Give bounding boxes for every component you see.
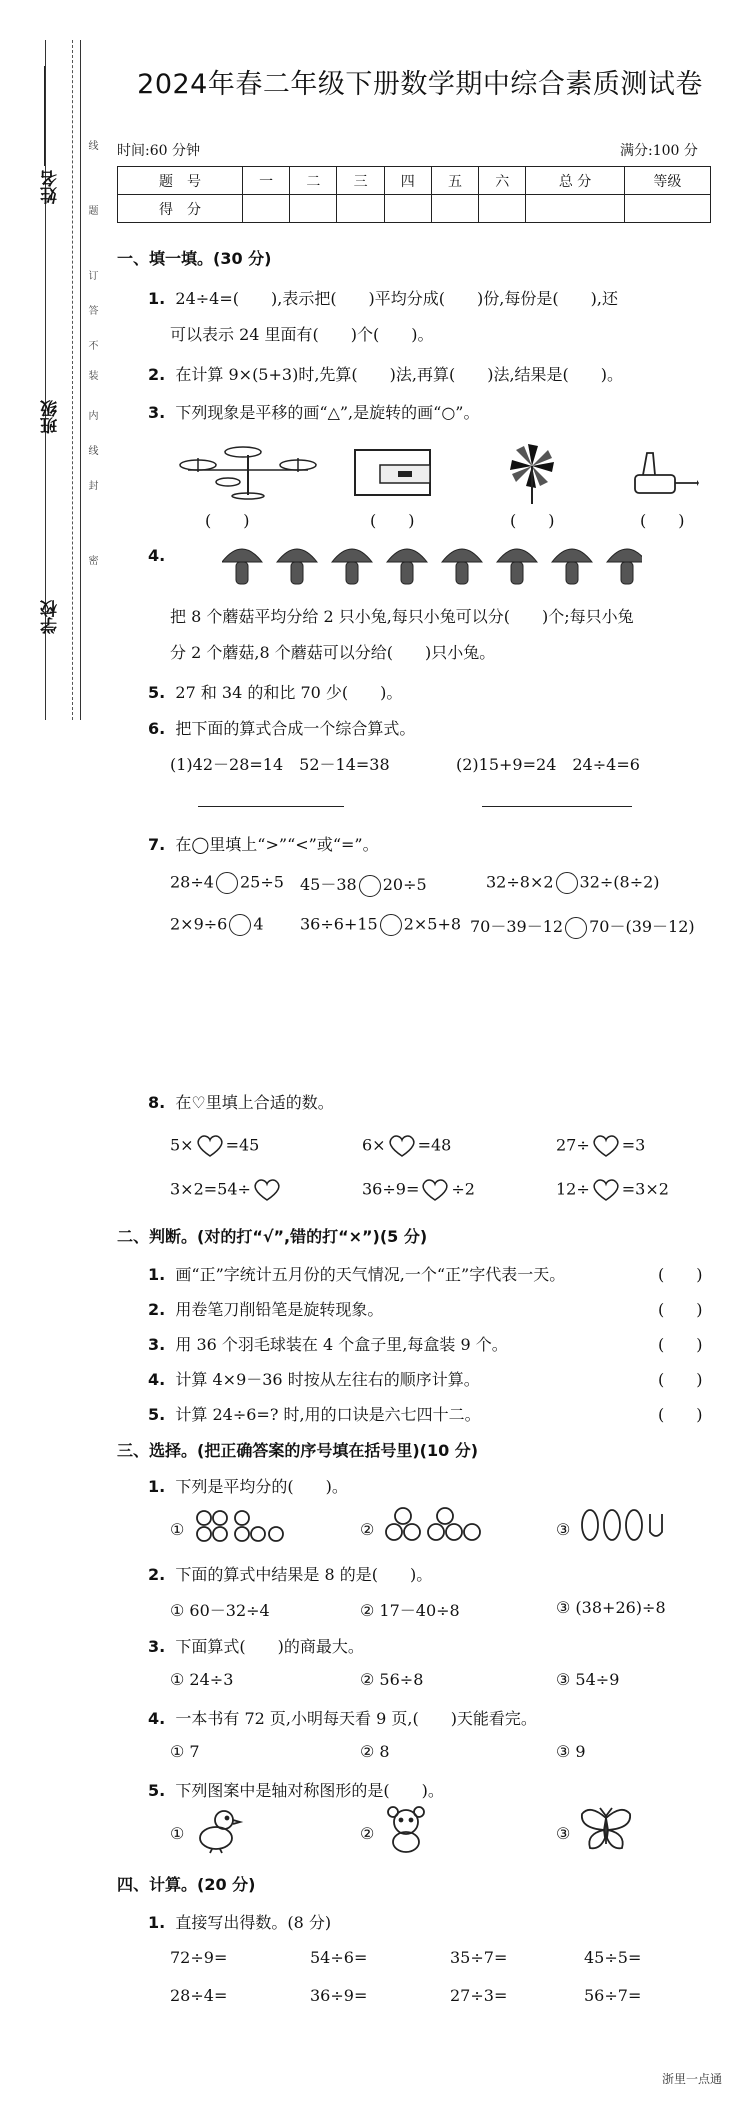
q3-blank-3[interactable]: ( ) xyxy=(510,511,555,530)
q3-blank-2[interactable]: ( ) xyxy=(370,511,415,530)
choice-q2-opt2: ② 17－40÷8 xyxy=(360,1601,460,1620)
q1-6-answer-line-1[interactable] xyxy=(198,806,344,807)
judge-blank[interactable]: ( ) xyxy=(658,1300,703,1319)
compare-circle[interactable] xyxy=(565,917,587,939)
q1-1: 1. 24÷4=( ),表示把( )平均分成( )份,每份是( ),还 xyxy=(148,289,618,308)
choice-q1-opt3: ③ xyxy=(556,1520,571,1539)
binding-char: 题 xyxy=(86,205,97,215)
score-cell[interactable] xyxy=(624,195,710,223)
q7-item: 36÷6+15 2×5+8 xyxy=(300,914,461,936)
heart-blank-icon[interactable] xyxy=(195,1134,225,1158)
choice-q4-opt3: ③ 9 xyxy=(556,1742,586,1761)
calc-item[interactable]: 72÷9= xyxy=(170,1948,228,1967)
compare-circle[interactable] xyxy=(380,914,402,936)
binding-line-inner xyxy=(80,40,81,720)
binding-char: 线 xyxy=(86,140,97,150)
binding-char: 答 xyxy=(86,305,97,315)
choice-q1-opt2: ② xyxy=(360,1520,375,1539)
score-table-header: 总 分 xyxy=(526,167,624,195)
q1-3-text: 下列现象是平移的画“△”,是旋转的画“○”。 xyxy=(175,403,480,422)
q1-8-text: 在♡里填上合适的数。 xyxy=(175,1093,334,1112)
airplanes-carousel-image xyxy=(168,440,328,500)
choice-q5-opt3: ③ xyxy=(556,1824,571,1843)
choice-q3-opt3: ③ 54÷9 xyxy=(556,1670,620,1689)
heart-blank-icon[interactable] xyxy=(591,1178,621,1202)
q7-item: 2×9÷6 4 xyxy=(170,914,264,936)
q1-6-b: (2)15+9=24 24÷4=6 xyxy=(456,755,640,774)
q8-item: 27÷ =3 xyxy=(556,1134,645,1158)
score-cell[interactable] xyxy=(526,195,624,223)
class-label: 班级 xyxy=(41,400,61,434)
calc-item[interactable]: 45÷5= xyxy=(584,1948,642,1967)
judge-item: 3. 用 36 个羽毛球装在 4 个盒子里,每盒装 9 个。 xyxy=(148,1335,508,1354)
pencil-sharpener-hand-image xyxy=(625,445,700,500)
heart-blank-icon[interactable] xyxy=(591,1134,621,1158)
q1-1-line2: 可以表示 24 里面有( )个( )。 xyxy=(170,325,434,344)
judge-blank[interactable]: ( ) xyxy=(658,1265,703,1284)
section4-heading: 四、计算。(20 分) xyxy=(117,1875,256,1894)
judge-item: 2. 用卷笔刀削铅笔是旋转现象。 xyxy=(148,1300,384,1319)
q1-6-text: 把下面的算式合成一个综合算式。 xyxy=(175,719,416,738)
score-table-header: 二 xyxy=(290,167,337,195)
binding-char: 密 xyxy=(86,555,97,565)
groups-image-a xyxy=(194,1508,284,1544)
score-table-header: 一 xyxy=(243,167,290,195)
heart-blank-icon[interactable] xyxy=(387,1134,417,1158)
q7-item: 32÷8×2 32÷(8÷2) xyxy=(486,872,660,894)
score-cell[interactable] xyxy=(431,195,478,223)
section1-heading: 一、填一填。(30 分) xyxy=(117,249,272,268)
beads-image-c xyxy=(578,1506,668,1544)
score-table xyxy=(117,166,711,223)
q7-item: 28÷4 25÷5 xyxy=(170,872,284,894)
binding-char: 内 xyxy=(86,410,97,420)
judge-item: 4. 计算 4×9－36 时按从左往右的顺序计算。 xyxy=(148,1370,480,1389)
choice-q3-opt2: ② 56÷8 xyxy=(360,1670,424,1689)
mushrooms-image xyxy=(222,540,642,590)
judge-blank[interactable]: ( ) xyxy=(658,1335,703,1354)
q3-blank-1[interactable]: ( ) xyxy=(205,511,250,530)
calc-item[interactable]: 36÷9= xyxy=(310,1986,368,2005)
judge-blank[interactable]: ( ) xyxy=(658,1405,703,1424)
q8-item: 3×2=54÷ xyxy=(170,1178,283,1202)
choice-q4-opt1: ① 7 xyxy=(170,1742,200,1761)
calc-item[interactable]: 27÷3= xyxy=(450,1986,508,2005)
heart-blank-icon[interactable] xyxy=(252,1178,282,1202)
score-table-header: 五 xyxy=(431,167,478,195)
choice-q3: 3. 下面算式( )的商最大。 xyxy=(148,1637,364,1656)
section2-heading: 二、判断。(对的打“√”,错的打“×”)(5 分) xyxy=(117,1227,428,1246)
q1-1-text: 24÷4=( ),表示把( )平均分成( )份,每份是( ),还 xyxy=(175,289,618,308)
choice-q4: 4. 一本书有 72 页,小明每天看 9 页,( )天能看完。 xyxy=(148,1709,537,1728)
choice-q1: 1. 下列是平均分的( )。 xyxy=(148,1477,348,1496)
score-cell[interactable] xyxy=(337,195,384,223)
page-title: 2024年春二年级下册数学期中综合素质测试卷 xyxy=(137,69,703,100)
binding-char: 不 xyxy=(86,340,97,350)
choice-q2-opt1: ① 60－32÷4 xyxy=(170,1601,270,1620)
q1-5-text: 27 和 34 的和比 70 少( )。 xyxy=(175,683,403,702)
footer-watermark: 浙里一点通 xyxy=(662,2072,723,2086)
name-label: 姓名 xyxy=(41,170,61,204)
score-row-label: 得 分 xyxy=(118,195,243,223)
name-blank xyxy=(44,66,45,166)
calc-q1: 1. 直接写出得数。(8 分) xyxy=(148,1913,332,1932)
q1-4-line2: 分 2 个蘑菇,8 个蘑菇可以分给( )只小兔。 xyxy=(170,643,496,662)
section3-heading: 三、选择。(把正确答案的序号填在括号里)(10 分) xyxy=(117,1441,479,1460)
compare-circle[interactable] xyxy=(556,872,578,894)
judge-blank[interactable]: ( ) xyxy=(658,1370,703,1389)
choice-q3-opt1: ① 24÷3 xyxy=(170,1670,234,1689)
choice-q1-opt1: ① xyxy=(170,1520,185,1539)
chick-image xyxy=(194,1806,244,1854)
score-table-header: 题 号 xyxy=(118,167,243,195)
q1-3: 3. 下列现象是平移的画“△”,是旋转的画“○”。 xyxy=(148,403,480,422)
score-cell[interactable] xyxy=(290,195,337,223)
q1-4-number: 4. xyxy=(148,546,166,565)
judge-item: 1. 画“正”字统计五月份的天气情况,一个“正”字代表一天。 xyxy=(148,1265,566,1284)
q1-7-text: 在◯里填上“>”“<”或“=”。 xyxy=(175,835,379,854)
q1-2-text: 在计算 9×(5+3)时,先算( )法,再算( )法,结果是( )。 xyxy=(175,365,624,384)
bear-image xyxy=(384,1804,428,1854)
q1-2: 2. 在计算 9×(5+3)时,先算( )法,再算( )法,结果是( )。 xyxy=(148,365,624,384)
compare-circle[interactable] xyxy=(229,914,251,936)
score-cell[interactable] xyxy=(243,195,290,223)
q8-item: 12÷ =3×2 xyxy=(556,1178,669,1202)
binding-char: 订 xyxy=(86,270,97,280)
judge-item: 5. 计算 24÷6=? 时,用的口诀是六七四十二。 xyxy=(148,1405,481,1424)
binding-char: 装 xyxy=(86,370,97,380)
choice-q4-opt2: ② 8 xyxy=(360,1742,390,1761)
choice-q5-opt1: ① xyxy=(170,1824,185,1843)
q1-6-answer-line-2[interactable] xyxy=(482,806,632,807)
pinwheel-image xyxy=(505,440,560,505)
q1-4-line1: 把 8 个蘑菇平均分给 2 只小兔,每只小兔可以分( )个;每只小兔 xyxy=(170,607,634,626)
heart-blank-icon[interactable] xyxy=(420,1178,450,1202)
choice-q5: 5. 下列图案中是轴对称图形的是( )。 xyxy=(148,1781,444,1800)
full-score: 满分:100 分 xyxy=(620,143,698,159)
q1-5: 5. 27 和 34 的和比 70 少( )。 xyxy=(148,683,403,702)
q8-item: 5× =45 xyxy=(170,1134,259,1158)
q3-blank-4[interactable]: ( ) xyxy=(640,511,685,530)
compare-circle[interactable] xyxy=(359,875,381,897)
q8-item: 36÷9= ÷2 xyxy=(362,1178,475,1202)
compare-circle[interactable] xyxy=(216,872,238,894)
binding-char: 线 xyxy=(86,445,97,455)
q7-item: 70－39－12 70－(39－12) xyxy=(470,914,695,939)
calc-item[interactable]: 56÷7= xyxy=(584,1986,642,2005)
binding-line-dashed xyxy=(72,40,73,720)
calc-item[interactable]: 35÷7= xyxy=(450,1948,508,1967)
score-cell[interactable] xyxy=(384,195,431,223)
q1-6: 6. 把下面的算式合成一个综合算式。 xyxy=(148,719,416,738)
q8-item: 6× =48 xyxy=(362,1134,451,1158)
school-label: 学校 xyxy=(41,600,61,634)
score-table-header: 六 xyxy=(479,167,526,195)
calc-item[interactable]: 54÷6= xyxy=(310,1948,368,1967)
calc-item[interactable]: 28÷4= xyxy=(170,1986,228,2005)
drawer-image xyxy=(350,445,440,500)
score-table-header: 三 xyxy=(337,167,384,195)
binding-char: 封 xyxy=(86,480,97,490)
score-cell[interactable] xyxy=(479,195,526,223)
time-limit: 时间:60 分钟 xyxy=(117,143,200,159)
q1-6-a: (1)42－28=14 52－14=38 xyxy=(170,755,390,774)
choice-q5-opt2: ② xyxy=(360,1824,375,1843)
apples-image-b xyxy=(384,1502,484,1544)
q1-8: 8. 在♡里填上合适的数。 xyxy=(148,1093,334,1112)
q1-7: 7. 在◯里填上“>”“<”或“=”。 xyxy=(148,835,379,854)
score-table-header: 四 xyxy=(384,167,431,195)
score-table-header: 等级 xyxy=(624,167,710,195)
butterfly-image xyxy=(578,1804,634,1854)
q7-item: 45－38 20÷5 xyxy=(300,872,427,897)
choice-q2-opt3: ③ (38+26)÷8 xyxy=(556,1598,666,1617)
choice-q2: 2. 下面的算式中结果是 8 的是( )。 xyxy=(148,1565,433,1584)
